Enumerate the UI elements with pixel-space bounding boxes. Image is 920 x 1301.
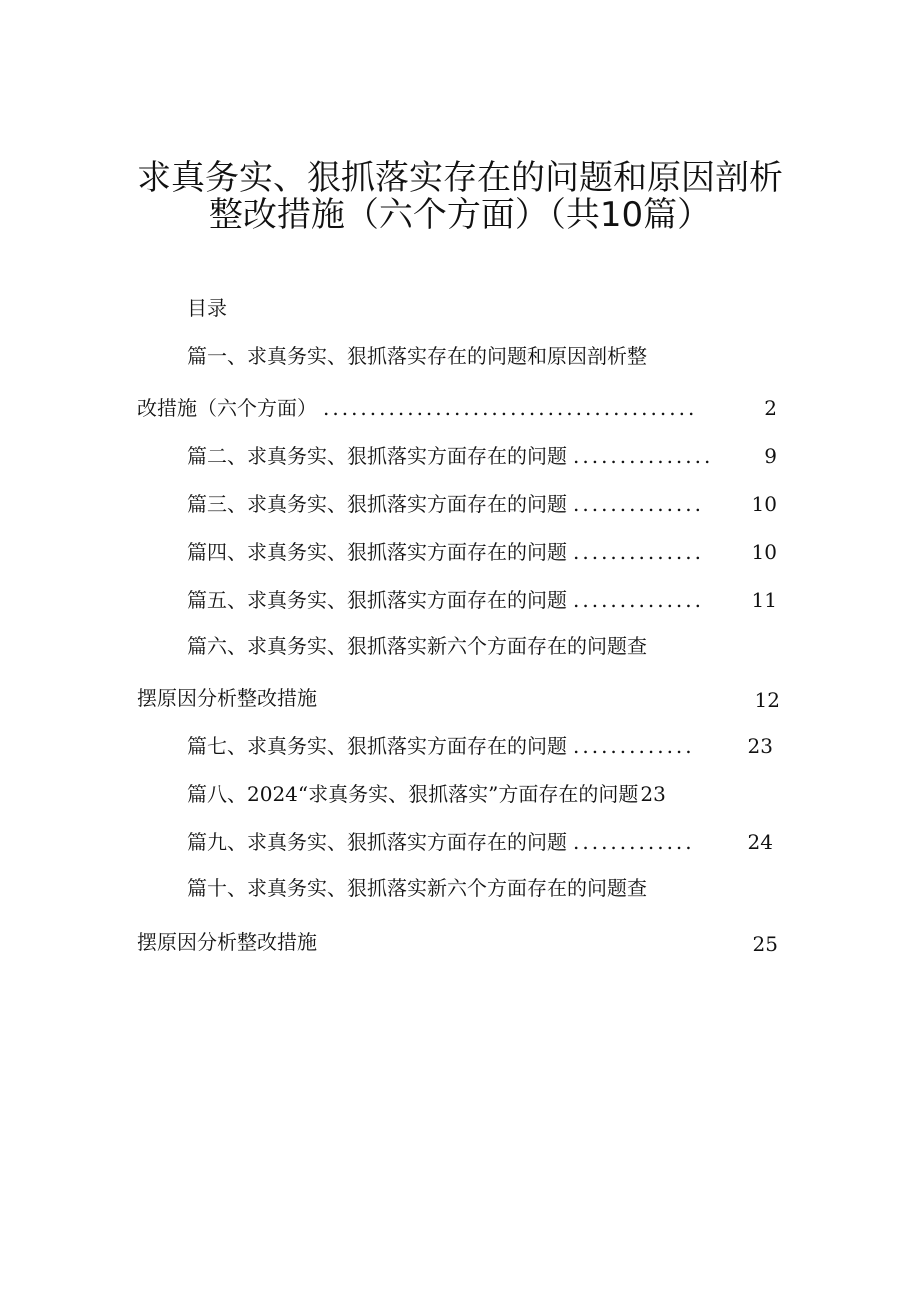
toc-heading: 目录 [187, 296, 227, 320]
document-title-line-2: 整改措施（六个方面）（共10篇） [208, 195, 712, 235]
toc-entry-8[interactable] [187, 780, 666, 808]
toc-entry-6-line-2[interactable]: 摆原因分析整改措施 [137, 686, 317, 710]
toc-entry-9-label: 篇九、求真务实、狠抓落实方面存在的问题 [187, 830, 567, 854]
toc-entry-2-label: 篇二、求真务实、狠抓落实方面存在的问题 [187, 444, 567, 468]
toc-entry-4-page: 10 [751, 540, 777, 564]
toc-entry-8-label: 篇八、2024“求真务实、狠抓落实”方面存在的问题 [187, 782, 639, 806]
toc-entry-10-line-1[interactable]: 篇十、求真务实、狠抓落实新六个方面存在的问题查 [187, 876, 647, 900]
toc-entry-5-page: 11 [751, 588, 777, 612]
toc-entry-6-line-1[interactable]: 篇六、求真务实、狠抓落实新六个方面存在的问题查 [187, 634, 647, 658]
toc-entry-5-leader: .............. [573, 588, 705, 612]
document-title-line-1: 求真务实、狠抓落实存在的问题和原因剖析 [137, 158, 783, 198]
toc-entry-8-page: 23 [640, 782, 666, 806]
toc-entry-5-label: 篇五、求真务实、狠抓落实方面存在的问题 [187, 588, 567, 612]
toc-entry-3-leader: .............. [573, 492, 705, 516]
toc-entry-7-leader: ............. [573, 734, 695, 758]
toc-entry-4[interactable] [187, 538, 777, 566]
toc-entry-9-page: 24 [747, 830, 773, 854]
toc-entry-1-leader: ........................................ [323, 396, 698, 420]
toc-entry-3[interactable] [187, 490, 777, 518]
toc-entry-1-line-2: 改措施（六个方面） [137, 396, 317, 420]
toc-entry-7-label: 篇七、求真务实、狠抓落实方面存在的问题 [187, 734, 567, 758]
toc-entry-4-leader: .............. [573, 540, 705, 564]
toc-entry-10-line-2[interactable]: 摆原因分析整改措施 [137, 930, 317, 954]
toc-entry-9[interactable] [187, 828, 773, 856]
toc-entry-6-page[interactable]: 12 [754, 688, 780, 712]
toc-entry-9-leader: ............. [573, 830, 695, 854]
toc-entry-3-label: 篇三、求真务实、狠抓落实方面存在的问题 [187, 492, 567, 516]
toc-entry-3-page: 10 [751, 492, 777, 516]
toc-entry-2-leader: ............... [573, 444, 714, 468]
toc-entry-1-page: 2 [764, 396, 777, 420]
toc-entry-2[interactable] [187, 442, 777, 470]
toc-entry-7[interactable] [187, 732, 773, 760]
toc-entry-5[interactable] [187, 586, 777, 614]
toc-entry-4-label: 篇四、求真务实、狠抓落实方面存在的问题 [187, 540, 567, 564]
toc-entry-1[interactable] [137, 394, 777, 422]
toc-entry-1-line-1[interactable]: 篇一、求真务实、狠抓落实存在的问题和原因剖析整 [187, 344, 647, 368]
toc-entry-7-page: 23 [747, 734, 773, 758]
toc-entry-2-page: 9 [764, 444, 777, 468]
toc-entry-10-page[interactable]: 25 [752, 932, 778, 956]
